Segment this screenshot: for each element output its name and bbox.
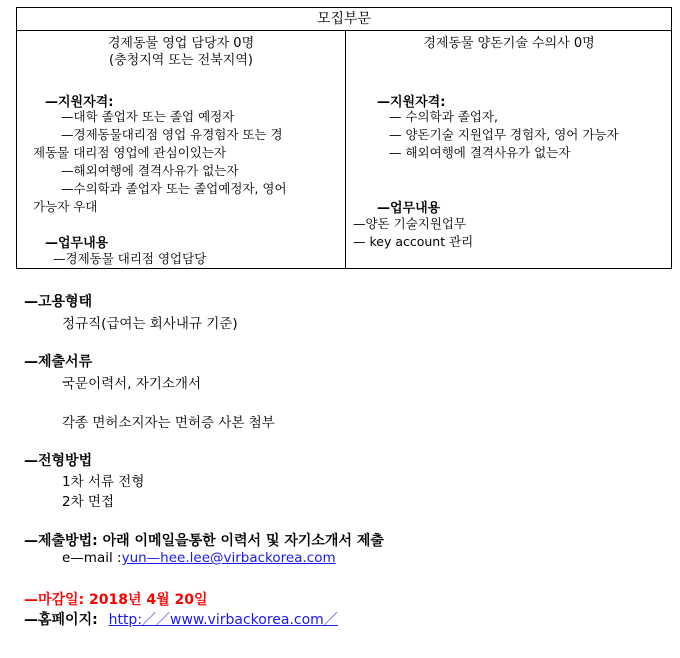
right-duty-item: — key account 관리 [353, 234, 474, 249]
left-title-line1: 경제동물 영업 담당자 0명 [107, 36, 255, 51]
table-header: 모집부문 [17, 8, 671, 31]
left-qualification-item: —대학 졸업자 또는 졸업 예정자 [61, 109, 235, 124]
right-qualification-item: — 양돈기술 지원업무 경험자, 영어 가능자 [389, 127, 619, 142]
left-duty-heading: —업무내용 [45, 236, 109, 251]
right-qualification-heading: —지원자격: [377, 95, 446, 110]
email-label: e—mail : [62, 550, 122, 566]
email-line [62, 550, 336, 566]
homepage-line [24, 609, 338, 629]
documents-line1: 국문이력서, 자기소개서 [62, 376, 201, 392]
right-position-title: 경제동물 양돈기술 수의사 0명 [423, 36, 595, 51]
homepage-label: —홈페이지: [24, 612, 98, 628]
selection-step1: 1차 서류 전형 [62, 474, 145, 490]
right-duty-item: —양돈 기술지원업무 [353, 216, 467, 231]
right-duty-heading: —업무내용 [377, 201, 441, 216]
email-link[interactable]: yun—hee.lee@virbackorea.com [121, 550, 336, 566]
left-qualification-item: 제동물 대리점 영업에 관심이있는자 [33, 145, 227, 160]
documents-heading: —제출서류 [24, 354, 93, 370]
deadline-text: —마감일: 2018년 4월 20일 [24, 592, 208, 608]
employment-heading: —고용형태 [24, 294, 93, 310]
left-qualification-heading: —지원자격: [45, 95, 114, 110]
selection-step2: 2차 면접 [62, 494, 115, 510]
recruitment-table [16, 7, 672, 269]
right-qualification-item: — 수의학과 졸업자, [389, 109, 498, 124]
homepage-link[interactable]: http:／／www.virbackorea.com／ [108, 612, 338, 628]
left-title-line2: (충청지역 또는 전북지역) [109, 53, 253, 68]
right-qualification-item: — 해외여행에 결격사유가 없는자 [389, 145, 571, 160]
column-divider [345, 31, 346, 268]
employment-text: 정규직(급여는 회사내규 기준) [62, 316, 238, 332]
selection-heading: —전형방법 [24, 453, 93, 469]
left-duty-item: —경제동물 대리점 영업담당 [53, 251, 207, 266]
left-position-title [17, 35, 345, 69]
left-qualification-item: 가능자 우대 [33, 199, 98, 214]
left-qualification-item: —해외여행에 결격사유가 없는자 [61, 163, 239, 178]
submission-heading: —제출방법: 아래 이메일을통한 이력서 및 자기소개서 제출 [24, 533, 384, 549]
left-qualification-item: —경제동물대리점 영업 유경험자 또는 경 [61, 127, 283, 142]
documents-line2: 각종 면허소지자는 면허증 사본 첨부 [62, 415, 275, 431]
left-qualification-item: —수의학과 졸업자 또는 졸업예정자, 영어 [61, 181, 287, 196]
